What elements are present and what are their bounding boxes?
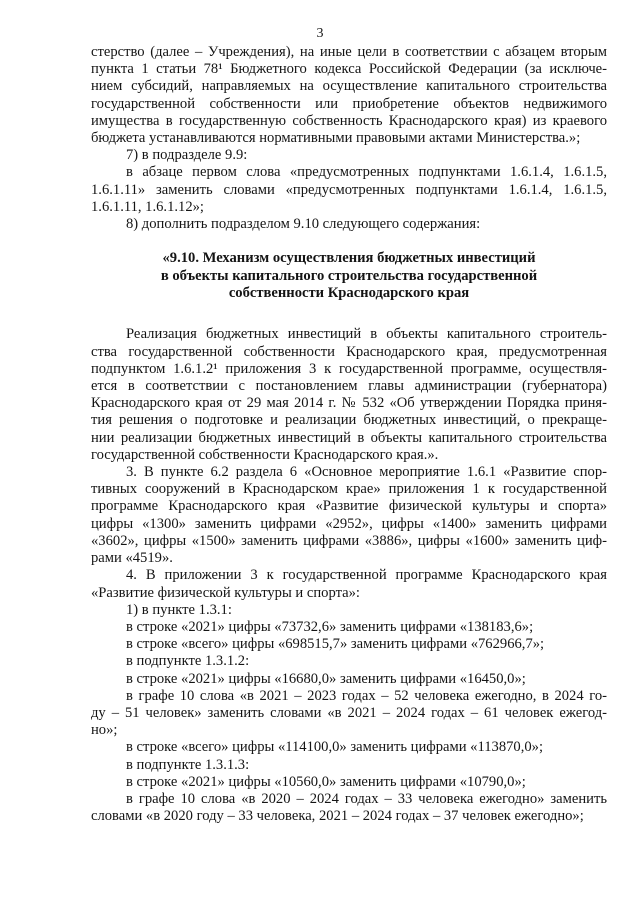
- text-line: стерство (далее – Учреждения), на иные цели в соответствии с абзацем вторым: [91, 44, 607, 60]
- text-line: программе Краснодарского края «Развитие физической культуры и спорта»: [91, 498, 607, 515]
- text-line: в абзаце первом слова «предусмотренных подпунктами 1.6.1.4, 1.6.1.5,: [126, 164, 607, 181]
- text-line: в графе 10 слова «в 2021 – 2023 годах – 52 человека ежегодно, в 2024 го-: [126, 687, 607, 704]
- text-line: 1) в пункте 1.3.1:: [126, 601, 232, 618]
- text-line: в строке «2021» цифры «16680,0» заменить цифрами «16450,0»;: [126, 670, 526, 687]
- text-line: в подпункте 1.3.1.3:: [126, 756, 250, 773]
- text-line: «Развитие физической культуры и спорта»:: [91, 584, 360, 601]
- section-heading: «9.10. Механизм осуществления бюджетных инвестиций в объекты капитального строительства государственной собственности Краснодарского края: [160, 250, 538, 302]
- text-line: нии реализации бюджетных инвестиций в объекты капитального строительства: [91, 429, 607, 446]
- text-line: Реализация бюджетных инвестиций в объекты капитального строитель-: [126, 326, 607, 343]
- text-line: бюджета устанавливаются нормативными правовыми актами Министерства.»;: [91, 130, 581, 147]
- text-line: но»;: [91, 722, 118, 739]
- text-line: государственной собственности или приобретение объектов недвижимого: [91, 95, 607, 112]
- text-line: цифры «1300» заменить цифрами «2952», цифры «1400» заменить цифрами: [91, 515, 607, 532]
- text-line: нием субсидий, направляемых на осуществление капитального строительства: [91, 78, 607, 95]
- text-line: в подпункте 1.3.1.2:: [126, 653, 250, 670]
- text-line: в строке «всего» цифры «698515,7» заменить цифрами «762966,7»;: [126, 636, 545, 653]
- text-line: тия решения о подготовке и реализации бюджетных инвестиций, о прекраще-: [91, 412, 607, 429]
- text-line: тивных сооружений в Краснодарском крае» приложения 1 к государственной: [91, 481, 607, 498]
- text-line: в строке «2021» цифры «10560,0» заменить цифрами «10790,0»;: [126, 773, 526, 790]
- text-line: в графе 10 слова «в 2020 – 2024 годах – 33 человека ежегодно» заменить: [126, 790, 607, 807]
- text-line: рами «4519».: [91, 550, 173, 567]
- text-line: ется в соответствии с постановлением главы администрации (губернатора): [91, 378, 607, 395]
- text-line: 8) дополнить подразделом 9.10 следующего содержания:: [126, 216, 481, 233]
- text-line: в строке «всего» цифры «114100,0» заменить цифрами «113870,0»;: [126, 739, 544, 756]
- text-line: словами «в 2020 году – 33 человека, 2021 – 2024 годах – 37 человек ежегодно»;: [91, 808, 584, 825]
- document-body: [91, 44, 607, 825]
- text-line: пункта 1 статьи 78¹ Бюджетного кодекса Российской Федерации (за исключе-: [91, 61, 607, 78]
- text-line: 3. В пункте 6.2 раздела 6 «Основное мероприятие 1.6.1 «Развитие спор-: [126, 464, 607, 481]
- text-line: Краснодарского края от 29 мая 2014 г. № 532 «Об утверждении Порядка приня-: [91, 395, 607, 412]
- text-line: государственной собственности Краснодарского края.».: [91, 446, 439, 463]
- page-number: 3: [316, 26, 324, 41]
- text-line: ства государственной собственности Краснодарского края, предусмотренная: [91, 343, 607, 360]
- text-line: «3602», цифры «1500» заменить цифрами «3886», цифры «1600» заменить циф-: [91, 532, 607, 549]
- text-line: 4. В приложении 3 к государственной программе Краснодарского края: [126, 567, 607, 584]
- text-line: имущества в государственную собственность Краснодарского края) из краевого: [91, 112, 607, 129]
- text-line: 1.6.1.11» заменить словами «предусмотренных подпунктами 1.6.1.4, 1.6.1.5,: [91, 181, 607, 198]
- text-line: подпунктом 1.6.1.2¹ приложения 3 к государственной программе, осуществля-: [91, 360, 607, 377]
- text-line: ду – 51 человек» заменить словами «в 2021 – 2024 годах – 61 человек ежегод-: [91, 704, 607, 721]
- text-line: 1.6.1.11, 1.6.1.12»;: [91, 198, 204, 215]
- text-line: в строке «2021» цифры «73732,6» заменить цифрами «138183,6»;: [126, 618, 534, 635]
- text-line: 7) в подразделе 9.9:: [126, 147, 248, 164]
